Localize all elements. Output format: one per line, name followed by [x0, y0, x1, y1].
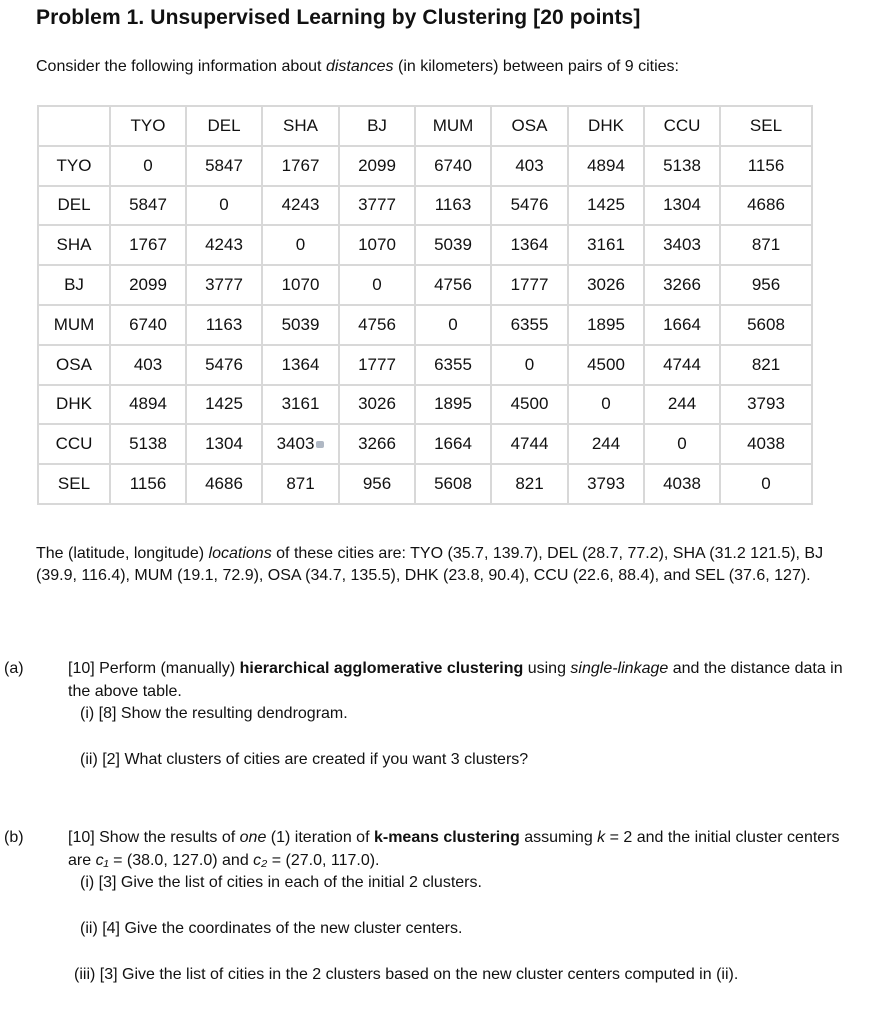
cell-text: SEL	[57, 474, 91, 494]
cell-text: 1304	[663, 195, 701, 215]
cell-text: TYO	[130, 115, 166, 135]
cell-text: 244	[591, 434, 621, 454]
distance-cell	[644, 186, 720, 226]
column-header	[38, 106, 110, 146]
cell-text: 0	[219, 195, 229, 215]
distance-cell	[491, 305, 568, 345]
distance-cell	[568, 146, 644, 186]
part-a-text-1: [10] Perform (manually)	[68, 660, 240, 677]
cell-text: 1070	[358, 235, 396, 255]
row-header	[38, 424, 110, 464]
distance-cell	[110, 385, 186, 425]
intro-before: Consider the following information about	[36, 58, 326, 75]
column-header	[568, 106, 644, 146]
distance-cell	[110, 265, 186, 305]
part-b-text-4: = 2 and the initial cluster centers are	[68, 829, 840, 869]
cell-text: 1425	[587, 195, 625, 215]
distance-cell	[491, 345, 568, 385]
cell-text: 0	[295, 235, 306, 255]
distance-cell	[568, 385, 644, 425]
distance-cell	[339, 345, 415, 385]
table-row	[38, 385, 812, 425]
cell-text: 3403	[276, 434, 315, 454]
distance-cell	[110, 424, 186, 464]
distance-cell	[262, 424, 339, 464]
cell-text: 6355	[434, 354, 472, 374]
part-a-label: (a)	[4, 660, 24, 677]
distance-cell	[186, 225, 262, 265]
row-header	[38, 385, 110, 425]
distance-cell	[644, 385, 720, 425]
distance-cell	[568, 225, 644, 265]
part-b-italic-one: one	[239, 829, 267, 846]
distance-cell	[339, 186, 415, 226]
cell-text: 1163	[205, 314, 243, 334]
cell-text: 5138	[663, 155, 701, 175]
part-b-italic-k: k	[597, 829, 606, 846]
distance-cell	[186, 186, 262, 226]
cell-text: 4744	[663, 354, 701, 374]
cell-text: 1364	[510, 235, 549, 255]
table-row	[38, 464, 812, 504]
table-row	[38, 345, 812, 385]
cell-text: 3026	[358, 394, 396, 414]
part-a-italic-single-linkage: single-linkage	[570, 660, 669, 677]
cell-text: 871	[751, 235, 781, 255]
cell-text: 1895	[434, 394, 472, 414]
table-row	[38, 265, 812, 305]
cell-text: BJ	[367, 115, 387, 135]
cell-text: 3777	[358, 195, 396, 215]
column-header	[491, 106, 568, 146]
cell-text: 5608	[434, 474, 472, 494]
cell-text: 1364	[281, 354, 320, 374]
cell-text: 1895	[587, 314, 625, 334]
distance-cell	[568, 464, 644, 504]
locations-paragraph	[36, 543, 846, 587]
cell-text: 4243	[205, 235, 243, 255]
distance-cell	[262, 385, 339, 425]
cell-text: DHK	[56, 394, 92, 414]
part-b-c1: c₁	[95, 852, 109, 869]
distance-cell	[186, 146, 262, 186]
distance-cell	[262, 146, 339, 186]
cell-text: 2099	[358, 155, 396, 175]
cell-text: 5138	[129, 434, 167, 454]
distance-cell	[262, 464, 339, 504]
distance-cell	[644, 345, 720, 385]
distance-cell	[186, 345, 262, 385]
part-b-text-6: = (27.0, 117.0).	[267, 852, 380, 869]
part-b-text-3: assuming	[519, 829, 598, 846]
distance-cell	[720, 464, 812, 504]
column-header	[339, 106, 415, 146]
distance-cell	[491, 265, 568, 305]
cell-text: CCU	[663, 115, 701, 135]
column-header	[644, 106, 720, 146]
distance-cell	[339, 464, 415, 504]
distance-cell	[110, 345, 186, 385]
cell-text: 821	[751, 354, 781, 374]
part-a-text-3: and the distance data in the above table.	[68, 660, 843, 700]
distance-cell	[186, 385, 262, 425]
cell-text: 5847	[205, 155, 243, 175]
row-header	[38, 305, 110, 345]
column-header	[720, 106, 812, 146]
distance-cell	[415, 146, 491, 186]
cell-text: BJ	[64, 275, 84, 295]
part-b-text-1: [10] Show the results of	[68, 829, 240, 846]
cell-text: 6740	[434, 155, 472, 175]
distance-cell	[568, 265, 644, 305]
distance-cell	[415, 464, 491, 504]
table-row	[38, 424, 812, 464]
cell-text: 403	[515, 155, 544, 175]
part-a-text-2: using	[523, 660, 571, 677]
table-row	[38, 146, 812, 186]
distance-cell	[110, 225, 186, 265]
distance-cell	[644, 424, 720, 464]
table-row	[38, 225, 812, 265]
cell-text: 3266	[663, 275, 701, 295]
cell-text: 5476	[510, 195, 549, 215]
cell-text: SHA	[283, 115, 318, 135]
cell-text: 0	[677, 434, 687, 454]
distance-cell	[415, 345, 491, 385]
distance-cell	[491, 424, 568, 464]
cell-text: 6740	[129, 314, 167, 334]
row-header	[38, 225, 110, 265]
cell-text: 3793	[587, 474, 625, 494]
cell-text: 1156	[747, 155, 785, 175]
cell-text: MUM	[432, 115, 474, 135]
distance-cell	[568, 345, 644, 385]
cell-text: 5476	[205, 354, 243, 374]
column-header	[110, 106, 186, 146]
cell-text: SHA	[56, 235, 92, 255]
locations-after: of these cities are: TYO (35.7, 139.7), DEL (28.7, 77.2), SHA (31.2 121.5), BJ (39.9, 116.4), MUM (19.1, 72.9), OSA (34.7, 135.5), DHK (23.8, 90.4), CCU (22.6, 88.4), and SEL (37.6, 127).	[36, 545, 824, 584]
cell-text: 0	[601, 394, 611, 414]
distance-cell	[339, 146, 415, 186]
distance-cell	[339, 265, 415, 305]
intro-text	[36, 58, 679, 76]
cell-text: 1767	[129, 235, 167, 255]
cell-text: 3161	[587, 235, 625, 255]
cell-text: 4756	[358, 314, 396, 334]
part-b-text-5: = (38.0, 127.0) and	[108, 852, 254, 869]
cell-text: TYO	[56, 155, 92, 175]
cell-text: 6355	[510, 314, 549, 334]
distance-cell	[644, 305, 720, 345]
distance-cell	[415, 225, 491, 265]
column-header	[262, 106, 339, 146]
cell-text: 1777	[358, 354, 396, 374]
cell-text: 956	[751, 275, 781, 295]
distance-cell	[720, 186, 812, 226]
part-a-bold-hac: hierarchical agglomerative clustering	[239, 660, 524, 677]
part-b-text-2: (1) iteration of	[266, 829, 374, 846]
distance-cell	[262, 265, 339, 305]
distance-cell	[644, 265, 720, 305]
distance-cell	[110, 186, 186, 226]
cell-text: 4686	[747, 195, 785, 215]
column-header	[186, 106, 262, 146]
distance-cell	[262, 345, 339, 385]
cell-text: DEL	[57, 195, 91, 215]
distance-cell	[262, 305, 339, 345]
distance-cell	[491, 186, 568, 226]
cell-text: 3266	[358, 434, 396, 454]
distance-cell	[415, 186, 491, 226]
cell-text: 3026	[587, 275, 625, 295]
distance-cell	[415, 305, 491, 345]
cell-text: 1664	[434, 434, 472, 454]
cell-text: 956	[362, 474, 392, 494]
distance-cell	[339, 424, 415, 464]
cell-text: 5608	[747, 314, 785, 334]
distance-cell	[720, 265, 812, 305]
locations-before: The (latitude, longitude)	[36, 545, 209, 562]
cell-text: 5847	[129, 195, 167, 215]
distance-cell	[262, 186, 339, 226]
cell-text: 4500	[587, 354, 625, 374]
locations-em: locations	[208, 545, 272, 562]
cell-text: 4038	[747, 434, 785, 454]
cell-text: 4744	[510, 434, 549, 454]
distance-cell	[415, 385, 491, 425]
intro-em: distances	[325, 58, 394, 75]
cell-text: 3161	[281, 394, 320, 414]
distance-cell	[186, 305, 262, 345]
distance-cell	[110, 146, 186, 186]
part-a-sub-ii: (ii) [2] What clusters of cities are created if you want 3 clusters?	[80, 751, 529, 768]
cell-text: 0	[448, 314, 458, 334]
cell-text: 4686	[205, 474, 243, 494]
comment-marker-icon	[316, 441, 324, 448]
part-a-sub-i: (i) [8] Show the resulting dendrogram.	[80, 705, 348, 722]
cell-text: 1156	[129, 474, 167, 494]
cell-text: 3777	[205, 275, 243, 295]
distance-cell	[339, 305, 415, 345]
cell-text: 0	[761, 474, 771, 494]
distance-cell	[110, 464, 186, 504]
row-header	[38, 146, 110, 186]
cell-text: CCU	[55, 434, 93, 454]
table-row	[38, 186, 812, 226]
distance-cell	[720, 385, 812, 425]
cell-text: OSA	[56, 354, 92, 374]
cell-text: 4500	[510, 394, 549, 414]
distance-cell	[644, 225, 720, 265]
cell-text: 4756	[434, 275, 472, 295]
distance-cell	[415, 424, 491, 464]
part-b-sub-ii: (ii) [4] Give the coordinates of the new cluster centers.	[80, 920, 463, 937]
cell-text: 3403	[663, 235, 701, 255]
cell-text: DHK	[588, 115, 624, 135]
cell-text: MUM	[53, 314, 95, 334]
cell-text: 1767	[281, 155, 320, 175]
distance-cell	[339, 225, 415, 265]
cell-text: 0	[524, 354, 535, 374]
part-b-sub-iii: (iii) [3] Give the list of cities in the 2 clusters based on the new cluster centers computed in (ii).	[74, 966, 739, 983]
row-header	[38, 186, 110, 226]
row-header	[38, 265, 110, 305]
distance-cell	[186, 424, 262, 464]
intro-after: (in kilometers) between pairs of 9 cities:	[393, 58, 679, 75]
distance-cell	[720, 146, 812, 186]
problem-title: Problem 1. Unsupervised Learning by Clustering [20 points]	[36, 6, 641, 29]
cell-text: 871	[286, 474, 315, 494]
cell-text: 403	[133, 354, 163, 374]
distance-cell	[491, 225, 568, 265]
distance-cell	[720, 225, 812, 265]
distance-cell	[644, 146, 720, 186]
distance-cell	[720, 305, 812, 345]
cell-text: 821	[515, 474, 544, 494]
distance-cell	[262, 225, 339, 265]
part-a	[4, 657, 848, 703]
cell-text: 1777	[510, 275, 549, 295]
cell-text: 5039	[281, 314, 320, 334]
table-header-row	[38, 106, 812, 146]
table-row	[38, 305, 812, 345]
cell-text: 1664	[663, 314, 701, 334]
distance-cell	[568, 305, 644, 345]
column-header	[415, 106, 491, 146]
distance-cell	[720, 424, 812, 464]
cell-text: 0	[372, 275, 382, 295]
cell-text: 1304	[205, 434, 243, 454]
distance-cell	[186, 265, 262, 305]
row-header	[38, 345, 110, 385]
cell-text: 1070	[281, 275, 320, 295]
distance-cell	[491, 385, 568, 425]
distance-cell	[186, 464, 262, 504]
part-b	[4, 826, 848, 872]
distance-cell	[339, 385, 415, 425]
cell-text: 4243	[281, 195, 320, 215]
cell-text: 0	[143, 155, 153, 175]
cell-text: SEL	[749, 115, 783, 135]
distance-cell	[491, 146, 568, 186]
cell-text: DEL	[207, 115, 241, 135]
distance-cell	[720, 345, 812, 385]
cell-text: 4038	[663, 474, 701, 494]
cell-text: 4894	[587, 155, 625, 175]
distance-cell	[110, 305, 186, 345]
part-b-c2: c₂	[253, 852, 268, 869]
cell-text: 4894	[129, 394, 167, 414]
part-b-label: (b)	[4, 829, 24, 846]
distance-cell	[644, 464, 720, 504]
part-b-bold-kmeans: k-means clustering	[373, 829, 520, 846]
cell-text: OSA	[511, 115, 548, 135]
part-b-sub-i: (i) [3] Give the list of cities in each of the initial 2 clusters.	[80, 874, 482, 891]
distance-table	[37, 105, 813, 505]
row-header	[38, 464, 110, 504]
cell-text: 3793	[747, 394, 785, 414]
cell-text: 1163	[434, 195, 472, 215]
cell-text: 1425	[205, 394, 243, 414]
distance-cell	[415, 265, 491, 305]
cell-text: 244	[667, 394, 697, 414]
cell-text: 2099	[129, 275, 167, 295]
distance-cell	[568, 186, 644, 226]
distance-cell	[568, 424, 644, 464]
distance-cell	[491, 464, 568, 504]
cell-text: 5039	[434, 235, 472, 255]
